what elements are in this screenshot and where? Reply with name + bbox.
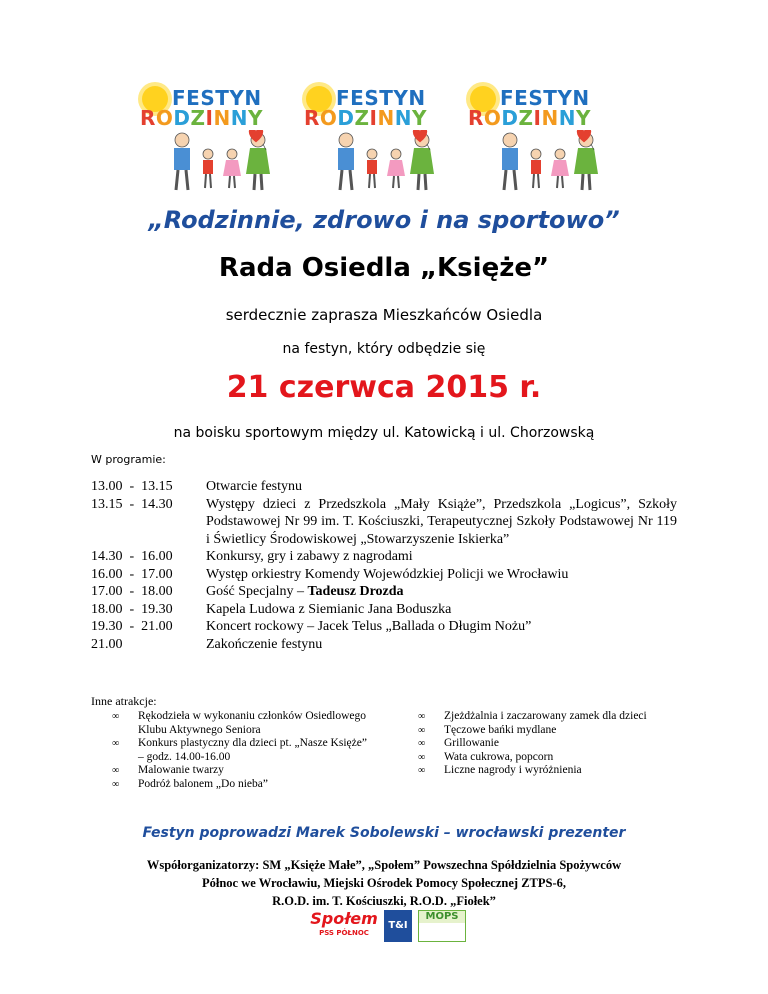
coorg-line: R.O.D. im. T. Kościuszki, R.O.D. „Fiołek” xyxy=(272,894,496,908)
program-row xyxy=(91,548,677,566)
infinity-bullet-icon: ∞ xyxy=(112,765,120,776)
infinity-bullet-icon: ∞ xyxy=(112,711,120,722)
program-list xyxy=(91,478,677,653)
list-item: ∞ Tęczowe bańki mydlane xyxy=(418,723,557,736)
family-icon xyxy=(160,130,280,192)
council-title: Rada Osiedla „Księże” xyxy=(218,253,550,283)
program-desc: Występ orkiestry Komendy Wojewódzkiej Policji we Wrocławiu xyxy=(206,566,569,582)
spolem-logo: Społem PSS PÓŁNOC xyxy=(310,909,378,937)
family-icon xyxy=(488,130,608,192)
program-time: 18.00 - 19.30 xyxy=(91,601,173,617)
infinity-bullet-icon: ∞ xyxy=(418,711,426,722)
list-item: ∞ Konkurs plastyczny dla dzieci pt. „Nasze Księże” – godz. 14.00-16.00 xyxy=(112,737,367,763)
slogan: „Rodzinnie, zdrowo i na sportowo” xyxy=(148,206,620,234)
program-desc xyxy=(206,583,677,601)
logo-word2: RODZINNY xyxy=(468,106,591,130)
logo-word2: RODZINNY xyxy=(140,106,263,130)
logo-word1: FESTYN xyxy=(172,86,262,110)
list-item: ∞ Wata cukrowa, popcorn xyxy=(418,750,554,763)
program-desc: Zakończenie festynu xyxy=(206,636,323,652)
event-place: na boisku sportowym między ul. Katowicką i ul. Chorzowską xyxy=(173,425,595,441)
festyn-logo xyxy=(304,84,462,194)
list-item: ∞ Podróż balonem „Do nieba” xyxy=(112,777,268,790)
program-time: 14.30 - 16.00 xyxy=(91,549,173,564)
program-row xyxy=(91,583,677,601)
list-item: ∞ Grillowanie xyxy=(418,737,499,749)
ti-logo: T&I xyxy=(384,910,412,942)
logo-word1: FESTYN xyxy=(500,86,590,110)
infinity-bullet-icon: ∞ xyxy=(418,738,426,749)
program-desc: Otwarcie festynu xyxy=(206,479,303,494)
program-desc-text: Gość Specjalny – xyxy=(206,584,308,599)
program-row xyxy=(91,496,677,549)
extras-label: Inne atrakcje: xyxy=(91,694,157,708)
program-time: 13.00 - 13.15 xyxy=(91,479,173,494)
event-date: 21 czerwca 2015 r. xyxy=(226,370,542,405)
list-item: ∞ Zjeżdżalnia i zaczarowany zamek dla dzieci xyxy=(418,710,647,722)
program-desc: Konkursy, gry i zabawy z nagrodami xyxy=(206,549,413,564)
coorganizers xyxy=(0,856,768,910)
program-desc: Kapela Ludowa z Siemianic Jana Boduszka xyxy=(206,601,452,617)
program-row xyxy=(91,618,677,636)
program-time: 21.00 xyxy=(91,636,123,652)
sponsor-logos xyxy=(310,910,466,944)
extras-right-list xyxy=(418,710,658,778)
list-item: ∞ Rękodzieła w wykonaniu członków Osiedlowego Klubu Aktywnego Seniora xyxy=(112,710,367,736)
program-time: 13.15 - 14.30 xyxy=(91,496,173,512)
festyn-logo xyxy=(468,84,626,194)
festyn-line: na festyn, który odbędzie się xyxy=(282,341,486,357)
coorg-line: Północ we Wrocławiu, Miejski Ośrodek Pomocy Społecznej ZTPS-6, xyxy=(202,876,566,890)
family-icon xyxy=(324,130,444,192)
program-label: W programie: xyxy=(91,453,166,466)
program-row xyxy=(91,601,677,619)
invite-line: serdecznie zaprasza Mieszkańców Osiedla xyxy=(225,306,543,324)
logo-word1: FESTYN xyxy=(336,86,426,110)
list-item: ∞ Malowanie twarzy xyxy=(112,764,224,776)
program-time: 17.00 - 18.00 xyxy=(91,584,173,599)
special-guest: Tadeusz Drozda xyxy=(307,584,404,599)
program-row xyxy=(91,478,677,496)
festyn-logos xyxy=(140,84,630,194)
logo-word2: RODZINNY xyxy=(304,106,427,130)
coorg-line: Współorganizatorzy: SM „Księże Małe”, „Społem” Powszechna Spółdzielnia Spożywców xyxy=(146,858,622,872)
program-time: 19.30 - 21.00 xyxy=(91,619,173,634)
infinity-bullet-icon: ∞ xyxy=(418,751,426,763)
program-row xyxy=(91,636,677,654)
infinity-bullet-icon: ∞ xyxy=(418,724,426,736)
program-time: 16.00 - 17.00 xyxy=(91,566,173,582)
festyn-logo xyxy=(140,84,298,194)
mops-logo: MOPS xyxy=(418,910,466,942)
program-desc: Występy dzieci z Przedszkola „Mały Książe”, Przedszkola „Logicus”, Szkoły Podstawowej Nr 99 im. T. Kościuszki, Terapeutycznej Szkoły Podstawowej Nr 119 i Świetlicy Środowiskowej „Stowarzyszenie Iskierka” xyxy=(206,496,677,547)
host-line: Festyn poprowadzi Marek Sobolewski – wrocławski prezenter xyxy=(142,825,626,841)
infinity-bullet-icon: ∞ xyxy=(112,778,120,790)
infinity-bullet-icon: ∞ xyxy=(112,738,120,749)
extras-left-list xyxy=(112,710,367,791)
program-desc: Koncert rockowy – Jacek Telus „Ballada o Długim Nożu” xyxy=(206,619,532,634)
list-item: ∞ Liczne nagrody i wyróżnienia xyxy=(418,764,582,776)
program-row xyxy=(91,566,677,584)
infinity-bullet-icon: ∞ xyxy=(418,765,426,776)
